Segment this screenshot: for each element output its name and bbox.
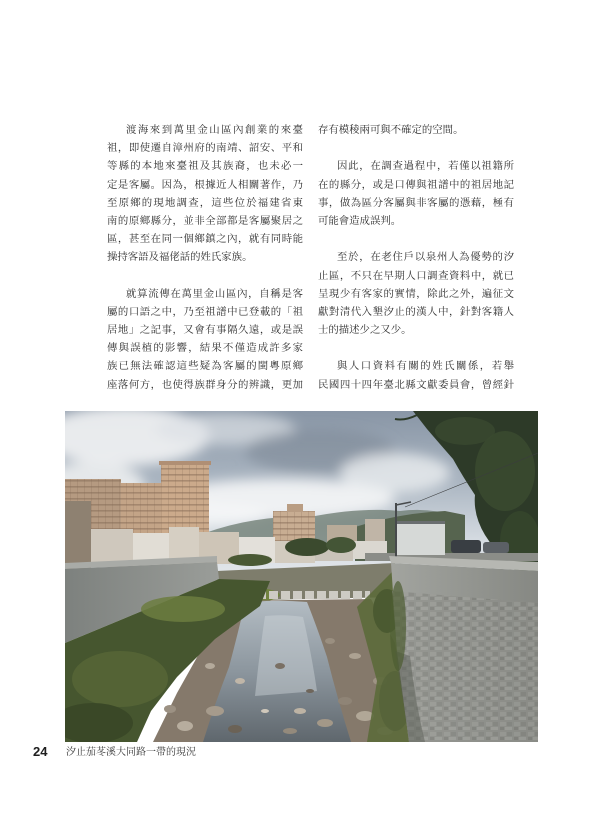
- text-line: 渡海來到萬里金山區內創業的來臺: [126, 124, 303, 136]
- photo-rock: [177, 721, 193, 731]
- figure-caption: 汐止茄苳溪大同路一帶的現況: [66, 747, 196, 758]
- photo-wall-vines: [390, 581, 406, 671]
- paragraph: [318, 248, 514, 339]
- text-line: 至於，在老住戶以泉州人為優勢的汐: [337, 251, 514, 264]
- photo-building: [365, 519, 385, 541]
- paragraph: [107, 285, 303, 394]
- page-number: 24: [33, 744, 48, 759]
- text-line: 等縣的本地來臺祖及其族裔，也未必一: [107, 160, 303, 173]
- text-line: 定是客屬。因為，根據近人相關著作，乃: [107, 178, 303, 191]
- photo-rock: [349, 653, 361, 659]
- photo-rock: [325, 638, 335, 644]
- photo-rock: [206, 706, 224, 716]
- photo-rock: [205, 663, 215, 669]
- photo-building: [287, 504, 303, 512]
- text-line: 南的原鄉縣分，並非全部都是客屬聚居之: [107, 214, 303, 227]
- text-line: 族已無法確認這些疑為客屬的閩粵原鄉: [107, 360, 303, 373]
- photo-rock: [275, 663, 285, 669]
- text-line: 獻對清代入墾汐止的漢人中，針對客籍人: [318, 305, 514, 318]
- paragraph: [107, 121, 303, 267]
- photo-tree: [326, 537, 356, 553]
- text-line: 就算流傳在萬里金山區內，自稱是客: [126, 287, 303, 300]
- text-line: 傳與誤植的影響，結果不僅造成許多家: [107, 342, 303, 355]
- river-photo: [65, 411, 538, 742]
- text-line: 區，甚至在同一個鄉鎮之內，就有同時能: [107, 233, 303, 246]
- photo-car: [483, 542, 509, 553]
- photo-rock: [235, 678, 245, 684]
- photo-car: [451, 540, 481, 553]
- photo-grass: [72, 651, 168, 707]
- text-line: 可能會造成誤判。: [318, 214, 402, 227]
- photo-rock: [261, 709, 269, 713]
- photo-white-building: [395, 523, 445, 555]
- text-line: 存有模稜兩可與不確定的空間。: [318, 124, 464, 136]
- photo-rock: [306, 689, 314, 693]
- text-line: 操持客語及福佬話的姓氏家族。: [107, 251, 253, 264]
- photo-tree: [228, 554, 272, 566]
- photo-cloud: [340, 453, 450, 493]
- photo-foliage: [475, 431, 535, 511]
- text-line: 祖，即使遷自漳州府的南靖、詔安、平和: [107, 142, 303, 155]
- text-line: 事，做為區分客屬與非客屬的憑藉，極有: [318, 196, 514, 209]
- text-line: 士的描述少之又少。: [318, 324, 412, 337]
- photo-foliage: [435, 417, 495, 445]
- photo-rock: [338, 697, 352, 705]
- photo-building-roof: [159, 461, 211, 465]
- text-line: 居地」之記事，又會有事隔久遠，或是誤: [107, 324, 303, 337]
- photo-grass: [141, 596, 225, 622]
- photo-rock: [294, 708, 306, 714]
- photo-white-building-roof: [395, 521, 445, 524]
- text-line: 在的縣分，或是口傳與祖譜中的祖居地記: [318, 178, 514, 191]
- text-line: 止區，不只在早期人口調查資料中，就已: [318, 269, 514, 282]
- text-line: 屬的口語之中，乃至祖譜中已登載的「祖: [107, 305, 303, 318]
- photo-building: [65, 501, 91, 569]
- photo-building-windows: [161, 463, 209, 535]
- text-line: 因此，在調查過程中，若僅以祖籍所: [337, 160, 514, 173]
- photo-rock: [283, 728, 297, 734]
- photo-tree: [285, 538, 329, 556]
- paragraph: [318, 357, 514, 393]
- photo-rock: [228, 725, 242, 733]
- text-line: 與人口資料有關的姓氏關係，若舉: [337, 360, 514, 373]
- text-line: 座落何方，也使得族群身分的辨識，更加: [107, 378, 303, 391]
- paragraph: [318, 157, 514, 230]
- photo-rock: [317, 719, 333, 727]
- photo-weir: [248, 590, 370, 599]
- left-text-column: [107, 121, 303, 394]
- right-text-column: [318, 121, 514, 394]
- text-line: 呈現少有客家的實情，除此之外，遍征文: [318, 287, 514, 300]
- text-line: 民國四十四年臺北縣文獻委員會，曾經針: [318, 378, 514, 391]
- text-line: 至原鄉的現地調查，這些位於福建省東: [107, 196, 303, 209]
- photo-rock: [164, 705, 176, 713]
- paragraph-continued: [318, 121, 514, 139]
